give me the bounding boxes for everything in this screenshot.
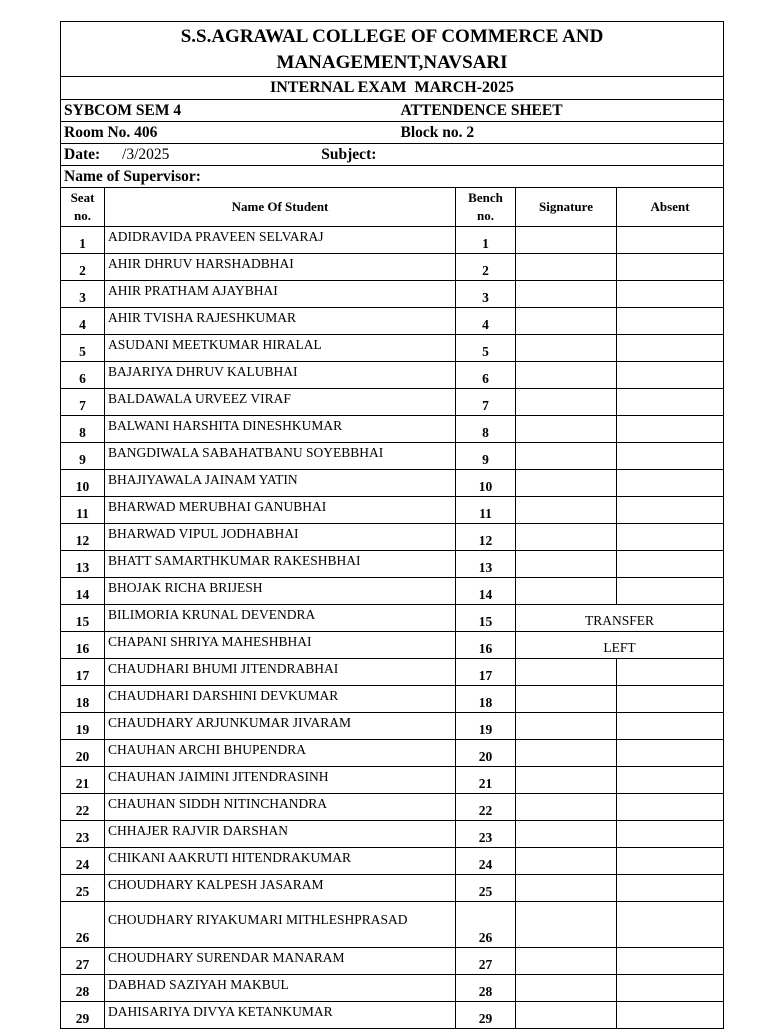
seat-number: 1 bbox=[61, 227, 105, 254]
seat-number: 11 bbox=[61, 497, 105, 524]
bench-header-line1: Bench bbox=[468, 190, 503, 205]
student-name: BAJARIYA DHRUV KALUBHAI bbox=[105, 362, 456, 389]
absent-cell[interactable] bbox=[617, 551, 724, 578]
seat-number: 23 bbox=[61, 821, 105, 848]
subject-label: Subject: bbox=[321, 145, 377, 163]
student-name: CHIKANI AAKRUTI HITENDRAKUMAR bbox=[105, 848, 456, 875]
student-name: ASUDANI MEETKUMAR HIRALAL bbox=[105, 335, 456, 362]
room-label: Room No. 406 bbox=[61, 122, 456, 144]
seat-number: 29 bbox=[61, 1002, 105, 1029]
signature-cell[interactable] bbox=[516, 281, 617, 308]
absent-cell[interactable] bbox=[617, 659, 724, 686]
signature-cell[interactable] bbox=[516, 659, 617, 686]
student-name: CHAUHAN SIDDH NITINCHANDRA bbox=[105, 794, 456, 821]
table-row bbox=[61, 308, 724, 335]
table-row bbox=[61, 659, 724, 686]
bench-number: 27 bbox=[456, 948, 516, 975]
column-header-row bbox=[61, 188, 724, 227]
bench-number: 8 bbox=[456, 416, 516, 443]
student-name: BHOJAK RICHA BRIJESH bbox=[105, 578, 456, 605]
student-name: BALDAWALA URVEEZ VIRAF bbox=[105, 389, 456, 416]
signature-cell[interactable] bbox=[516, 578, 617, 605]
sheet-title bbox=[400, 100, 724, 122]
signature-cell[interactable] bbox=[516, 254, 617, 281]
bench-number: 12 bbox=[456, 524, 516, 551]
room-row bbox=[61, 122, 724, 144]
signature-cell[interactable] bbox=[516, 902, 617, 948]
student-name: BHARWAD MERUBHAI GANUBHAI bbox=[105, 497, 456, 524]
absent-header: Absent bbox=[617, 188, 724, 227]
table-row bbox=[61, 281, 724, 308]
seat-header bbox=[61, 188, 105, 227]
table-row bbox=[61, 713, 724, 740]
student-name: BHAJIYAWALA JAINAM YATIN bbox=[105, 470, 456, 497]
college-name-line2: MANAGEMENT,NAVSARI bbox=[276, 52, 508, 73]
signature-cell[interactable] bbox=[516, 794, 617, 821]
signature-cell[interactable] bbox=[516, 524, 617, 551]
seat-number: 3 bbox=[61, 281, 105, 308]
signature-cell[interactable] bbox=[516, 1002, 617, 1029]
absent-cell[interactable] bbox=[617, 686, 724, 713]
signature-cell[interactable] bbox=[516, 713, 617, 740]
signature-cell[interactable] bbox=[516, 551, 617, 578]
bench-number: 26 bbox=[456, 902, 516, 948]
student-name: BILIMORIA KRUNAL DEVENDRA bbox=[105, 605, 456, 632]
class-row bbox=[61, 100, 724, 122]
signature-cell[interactable] bbox=[516, 875, 617, 902]
status-note: TRANSFER bbox=[516, 605, 724, 632]
bench-number: 9 bbox=[456, 443, 516, 470]
table-row bbox=[61, 551, 724, 578]
bench-number: 11 bbox=[456, 497, 516, 524]
table-row bbox=[61, 767, 724, 794]
signature-cell[interactable] bbox=[516, 975, 617, 1002]
signature-cell[interactable] bbox=[516, 389, 617, 416]
table-row bbox=[61, 470, 724, 497]
absent-cell[interactable] bbox=[617, 497, 724, 524]
bench-number: 18 bbox=[456, 686, 516, 713]
signature-cell[interactable] bbox=[516, 362, 617, 389]
bench-number: 7 bbox=[456, 389, 516, 416]
table-row bbox=[61, 335, 724, 362]
signature-header: Signature bbox=[516, 188, 617, 227]
bench-number: 14 bbox=[456, 578, 516, 605]
seat-number: 7 bbox=[61, 389, 105, 416]
student-name: CHAUHAN ARCHI BHUPENDRA bbox=[105, 740, 456, 767]
seat-number: 24 bbox=[61, 848, 105, 875]
college-name bbox=[61, 22, 724, 77]
student-name: ADIDRAVIDA PRAVEEN SELVARAJ bbox=[105, 227, 456, 254]
bench-number: 16 bbox=[456, 632, 516, 659]
absent-cell[interactable] bbox=[617, 281, 724, 308]
supervisor-row bbox=[61, 166, 724, 188]
bench-number: 4 bbox=[456, 308, 516, 335]
signature-cell[interactable] bbox=[516, 740, 617, 767]
seat-number: 9 bbox=[61, 443, 105, 470]
table-row bbox=[61, 632, 724, 659]
seat-number: 5 bbox=[61, 335, 105, 362]
table-row bbox=[61, 902, 724, 948]
student-name: CHAUDHARI BHUMI JITENDRABHAI bbox=[105, 659, 456, 686]
date-subject-cell bbox=[61, 144, 724, 166]
table-row bbox=[61, 443, 724, 470]
bench-number: 5 bbox=[456, 335, 516, 362]
seat-header-line2: no. bbox=[74, 208, 91, 223]
student-name: CHOUDHARY KALPESH JASARAM bbox=[105, 875, 456, 902]
student-name: AHIR DHRUV HARSHADBHAI bbox=[105, 254, 456, 281]
bench-number: 28 bbox=[456, 975, 516, 1002]
bench-number: 1 bbox=[456, 227, 516, 254]
bench-number: 23 bbox=[456, 821, 516, 848]
student-name: AHIR TVISHA RAJESHKUMAR bbox=[105, 308, 456, 335]
signature-cell[interactable] bbox=[516, 470, 617, 497]
signature-cell[interactable] bbox=[516, 848, 617, 875]
signature-cell[interactable] bbox=[516, 497, 617, 524]
table-row bbox=[61, 524, 724, 551]
signature-cell[interactable] bbox=[516, 443, 617, 470]
table-row bbox=[61, 578, 724, 605]
signature-cell[interactable] bbox=[516, 686, 617, 713]
student-name: BALWANI HARSHITA DINESHKUMAR bbox=[105, 416, 456, 443]
table-row bbox=[61, 948, 724, 975]
absent-cell[interactable] bbox=[617, 948, 724, 975]
signature-cell[interactable] bbox=[516, 821, 617, 848]
table-row bbox=[61, 848, 724, 875]
bench-number: 6 bbox=[456, 362, 516, 389]
student-name: CHAUHAN JAIMINI JITENDRASINH bbox=[105, 767, 456, 794]
exam-title: INTERNAL EXAM MARCH-2025 bbox=[61, 77, 724, 100]
table-row bbox=[61, 416, 724, 443]
absent-cell[interactable] bbox=[617, 902, 724, 948]
block-cell bbox=[400, 122, 724, 144]
absent-cell[interactable] bbox=[617, 470, 724, 497]
seat-number: 16 bbox=[61, 632, 105, 659]
bench-number: 22 bbox=[456, 794, 516, 821]
bench-number: 20 bbox=[456, 740, 516, 767]
absent-cell[interactable] bbox=[617, 524, 724, 551]
date-value: /3/2025 bbox=[122, 145, 170, 163]
student-name: BHATT SAMARTHKUMAR RAKESHBHAI bbox=[105, 551, 456, 578]
bench-number: 17 bbox=[456, 659, 516, 686]
student-name: BHARWAD VIPUL JODHABHAI bbox=[105, 524, 456, 551]
absent-cell[interactable] bbox=[617, 308, 724, 335]
college-name-line1: S.S.AGRAWAL COLLEGE OF COMMERCE AND bbox=[180, 26, 604, 47]
supervisor-label: Name of Supervisor: bbox=[61, 166, 724, 188]
student-name: CHAUDHARY ARJUNKUMAR JIVARAM bbox=[105, 713, 456, 740]
seat-number: 28 bbox=[61, 975, 105, 1002]
table-row bbox=[61, 794, 724, 821]
seat-number: 13 bbox=[61, 551, 105, 578]
signature-cell[interactable] bbox=[516, 335, 617, 362]
absent-cell[interactable] bbox=[617, 740, 724, 767]
seat-number: 4 bbox=[61, 308, 105, 335]
seat-number: 14 bbox=[61, 578, 105, 605]
table-row bbox=[61, 740, 724, 767]
date-label: Date: bbox=[64, 145, 101, 163]
student-name: CHAPANI SHRIYA MAHESHBHAI bbox=[105, 632, 456, 659]
absent-cell[interactable] bbox=[617, 875, 724, 902]
student-name: CHHAJER RAJVIR DARSHAN bbox=[105, 821, 456, 848]
seat-number: 21 bbox=[61, 767, 105, 794]
seat-number: 26 bbox=[61, 902, 105, 948]
college-name-row bbox=[61, 22, 724, 77]
bench-number: 29 bbox=[456, 1002, 516, 1029]
student-name: BANGDIWALA SABAHATBANU SOYEBBHAI bbox=[105, 443, 456, 470]
signature-cell[interactable] bbox=[516, 308, 617, 335]
absent-cell[interactable] bbox=[617, 389, 724, 416]
table-row bbox=[61, 389, 724, 416]
signature-cell[interactable] bbox=[516, 767, 617, 794]
bench-number: 10 bbox=[456, 470, 516, 497]
student-name: DAHISARIYA DIVYA KETANKUMAR bbox=[105, 1002, 456, 1029]
seat-number: 22 bbox=[61, 794, 105, 821]
table-row bbox=[61, 1002, 724, 1029]
bench-number: 15 bbox=[456, 605, 516, 632]
bench-number: 2 bbox=[456, 254, 516, 281]
absent-cell[interactable] bbox=[617, 821, 724, 848]
table-row bbox=[61, 227, 724, 254]
bench-number: 25 bbox=[456, 875, 516, 902]
student-name: DABHAD SAZIYAH MAKBUL bbox=[105, 975, 456, 1002]
bench-number: 24 bbox=[456, 848, 516, 875]
table-row bbox=[61, 821, 724, 848]
student-name: CHOUDHARY SURENDAR MANARAM bbox=[105, 948, 456, 975]
absent-cell[interactable] bbox=[617, 767, 724, 794]
exam-title-row bbox=[61, 77, 724, 100]
student-name: AHIR PRATHAM AJAYBHAI bbox=[105, 281, 456, 308]
seat-number: 27 bbox=[61, 948, 105, 975]
absent-cell[interactable] bbox=[617, 713, 724, 740]
block-label: Block no. 2 bbox=[400, 123, 475, 141]
sheet-title-text: ATTENDENCE SHEET bbox=[400, 101, 563, 119]
seat-number: 18 bbox=[61, 686, 105, 713]
signature-cell[interactable] bbox=[516, 416, 617, 443]
table-row bbox=[61, 605, 724, 632]
seat-number: 20 bbox=[61, 740, 105, 767]
absent-cell[interactable] bbox=[617, 254, 724, 281]
absent-cell[interactable] bbox=[617, 578, 724, 605]
bench-header-line2: no. bbox=[477, 208, 494, 223]
bench-header bbox=[456, 188, 516, 227]
seat-header-line1: Seat bbox=[70, 190, 95, 205]
absent-cell[interactable] bbox=[617, 416, 724, 443]
signature-cell[interactable] bbox=[516, 227, 617, 254]
table-row bbox=[61, 362, 724, 389]
seat-number: 25 bbox=[61, 875, 105, 902]
signature-cell[interactable] bbox=[516, 948, 617, 975]
table-row bbox=[61, 686, 724, 713]
student-name: CHAUDHARI DARSHINI DEVKUMAR bbox=[105, 686, 456, 713]
bench-number: 3 bbox=[456, 281, 516, 308]
absent-cell[interactable] bbox=[617, 227, 724, 254]
bench-number: 21 bbox=[456, 767, 516, 794]
table-row bbox=[61, 875, 724, 902]
bench-number: 13 bbox=[456, 551, 516, 578]
class-label: SYBCOM SEM 4 bbox=[61, 100, 456, 122]
absent-cell[interactable] bbox=[617, 975, 724, 1002]
seat-number: 8 bbox=[61, 416, 105, 443]
attendance-table bbox=[60, 21, 724, 1029]
seat-number: 12 bbox=[61, 524, 105, 551]
seat-number: 10 bbox=[61, 470, 105, 497]
absent-cell[interactable] bbox=[617, 362, 724, 389]
absent-cell[interactable] bbox=[617, 335, 724, 362]
seat-number: 6 bbox=[61, 362, 105, 389]
date-row bbox=[61, 144, 724, 166]
attendance-sheet bbox=[60, 21, 723, 1029]
bench-number: 19 bbox=[456, 713, 516, 740]
seat-number: 17 bbox=[61, 659, 105, 686]
absent-cell[interactable] bbox=[617, 794, 724, 821]
table-row bbox=[61, 497, 724, 524]
absent-cell[interactable] bbox=[617, 848, 724, 875]
absent-cell[interactable] bbox=[617, 1002, 724, 1029]
seat-number: 15 bbox=[61, 605, 105, 632]
name-header: Name Of Student bbox=[105, 188, 456, 227]
table-row bbox=[61, 254, 724, 281]
seat-number: 19 bbox=[61, 713, 105, 740]
status-note: LEFT bbox=[516, 632, 724, 659]
absent-cell[interactable] bbox=[617, 443, 724, 470]
table-row bbox=[61, 975, 724, 1002]
seat-number: 2 bbox=[61, 254, 105, 281]
student-name: CHOUDHARY RIYAKUMARI MITHLESHPRASAD bbox=[105, 902, 456, 948]
